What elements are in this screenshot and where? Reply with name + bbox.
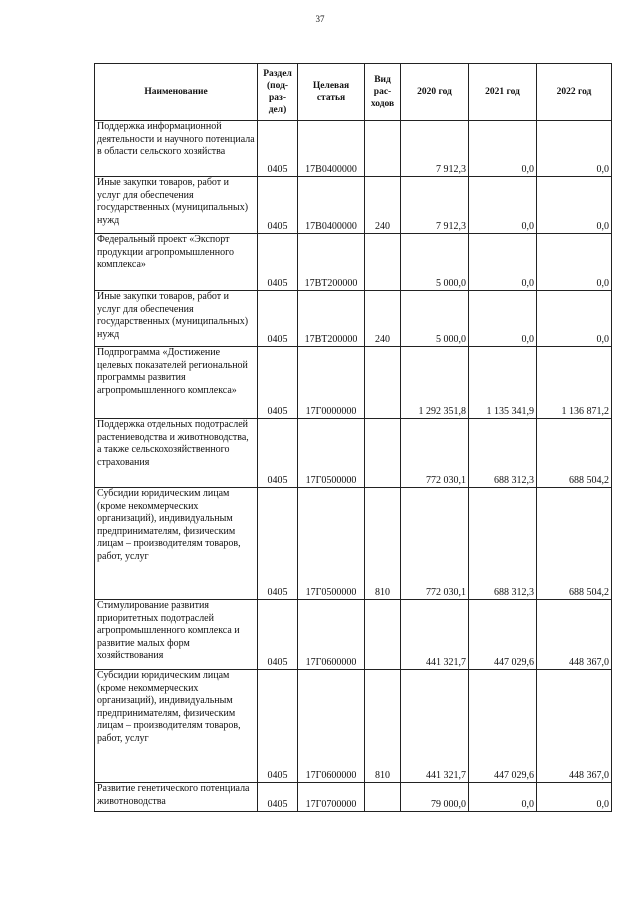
table-row — [95, 600, 612, 670]
row-2022: 688 504,2 — [537, 488, 612, 600]
header-2020: 2020 год — [401, 64, 469, 121]
table-row — [95, 347, 612, 419]
header-target: Целевая статья — [298, 64, 365, 121]
row-section: 0405 — [258, 488, 298, 600]
row-2021: 688 312,3 — [469, 488, 537, 600]
row-2021: 447 029,6 — [469, 600, 537, 670]
row-target: 17В0400000 — [298, 121, 365, 177]
row-2021: 0,0 — [469, 783, 537, 812]
row-expense-type: 810 — [365, 670, 401, 783]
row-2020: 5 000,0 — [401, 291, 469, 347]
row-expense-type — [365, 121, 401, 177]
table-row — [95, 291, 612, 347]
row-name: Иные закупки товаров, работ и услуг для обеспечения государственных (муниципальных) нужд — [95, 291, 258, 347]
row-expense-type: 810 — [365, 488, 401, 600]
row-2022: 448 367,0 — [537, 670, 612, 783]
row-name: Иные закупки товаров, работ и услуг для обеспечения государственных (муниципальных) нужд — [95, 177, 258, 234]
row-section: 0405 — [258, 234, 298, 291]
row-2022: 1 136 871,2 — [537, 347, 612, 419]
header-row — [95, 64, 612, 121]
row-name: Подпрограмма «Достижение целевых показателей региональной программы развития агропромышленного комплекса» — [95, 347, 258, 419]
row-section: 0405 — [258, 121, 298, 177]
row-2020: 7 912,3 — [401, 177, 469, 234]
row-expense-type — [365, 347, 401, 419]
row-expense-type — [365, 419, 401, 488]
table-row — [95, 670, 612, 783]
row-2020: 5 000,0 — [401, 234, 469, 291]
row-2020: 772 030,1 — [401, 488, 469, 600]
row-2021: 0,0 — [469, 234, 537, 291]
table-row — [95, 177, 612, 234]
row-section: 0405 — [258, 177, 298, 234]
table-row — [95, 783, 612, 812]
row-target: 17ВТ200000 — [298, 291, 365, 347]
row-target: 17Г0500000 — [298, 488, 365, 600]
table-row — [95, 121, 612, 177]
row-section: 0405 — [258, 783, 298, 812]
row-name: Поддержка информационной деятельности и научного потенциала в области сельского хозяйства — [95, 121, 258, 177]
row-2020: 7 912,3 — [401, 121, 469, 177]
row-2022: 0,0 — [537, 291, 612, 347]
row-2020: 441 321,7 — [401, 600, 469, 670]
row-section: 0405 — [258, 291, 298, 347]
row-section: 0405 — [258, 600, 298, 670]
row-2021: 0,0 — [469, 291, 537, 347]
table-row — [95, 488, 612, 600]
row-expense-type: 240 — [365, 177, 401, 234]
table-row — [95, 234, 612, 291]
row-section: 0405 — [258, 347, 298, 419]
row-name: Субсидии юридическим лицам (кроме некоммерческих организаций), индивидуальным предпринимателям, физическим лицам – производителям товаров, работ, услуг — [95, 488, 258, 600]
row-target: 17В0400000 — [298, 177, 365, 234]
row-target: 17Г0000000 — [298, 347, 365, 419]
header-2022: 2022 год — [537, 64, 612, 121]
row-2021: 1 135 341,9 — [469, 347, 537, 419]
row-2022: 0,0 — [537, 121, 612, 177]
table-row — [95, 419, 612, 488]
row-target: 17Г0500000 — [298, 419, 365, 488]
row-name: Федеральный проект «Экспорт продукции агропромышленного комплекса» — [95, 234, 258, 291]
row-name: Стимулирование развития приоритетных подотраслей агропромышленного комплекса и развитие малых форм хозяйствования — [95, 600, 258, 670]
header-name: Наименование — [95, 64, 258, 121]
row-name: Субсидии юридическим лицам (кроме некоммерческих организаций), индивидуальным предпринимателям, физическим лицам – производителям товаров, работ, услуг — [95, 670, 258, 783]
header-2021: 2021 год — [469, 64, 537, 121]
page-number: 37 — [315, 14, 325, 24]
row-expense-type — [365, 234, 401, 291]
row-2020: 441 321,7 — [401, 670, 469, 783]
row-2021: 688 312,3 — [469, 419, 537, 488]
row-2022: 448 367,0 — [537, 600, 612, 670]
header-expense-type: Вид рас- ходов — [365, 64, 401, 121]
row-2022: 0,0 — [537, 234, 612, 291]
row-expense-type — [365, 600, 401, 670]
row-2020: 79 000,0 — [401, 783, 469, 812]
row-2020: 772 030,1 — [401, 419, 469, 488]
row-2021: 0,0 — [469, 121, 537, 177]
row-target: 17Г0600000 — [298, 600, 365, 670]
row-name: Поддержка отдельных подотраслей растениеводства и животноводства, а также сельскохозяйственного страхования — [95, 419, 258, 488]
row-2020: 1 292 351,8 — [401, 347, 469, 419]
row-2021: 447 029,6 — [469, 670, 537, 783]
row-target: 17ВТ200000 — [298, 234, 365, 291]
row-section: 0405 — [258, 670, 298, 783]
row-2022: 688 504,2 — [537, 419, 612, 488]
row-name: Развитие генетического потенциала животноводства — [95, 783, 258, 812]
row-target: 17Г0600000 — [298, 670, 365, 783]
header-section: Раздел (под- раз- дел) — [258, 64, 298, 121]
row-target: 17Г0700000 — [298, 783, 365, 812]
row-expense-type — [365, 783, 401, 812]
row-section: 0405 — [258, 419, 298, 488]
row-2021: 0,0 — [469, 177, 537, 234]
row-2022: 0,0 — [537, 783, 612, 812]
row-expense-type: 240 — [365, 291, 401, 347]
budget-table — [94, 63, 612, 812]
row-2022: 0,0 — [537, 177, 612, 234]
